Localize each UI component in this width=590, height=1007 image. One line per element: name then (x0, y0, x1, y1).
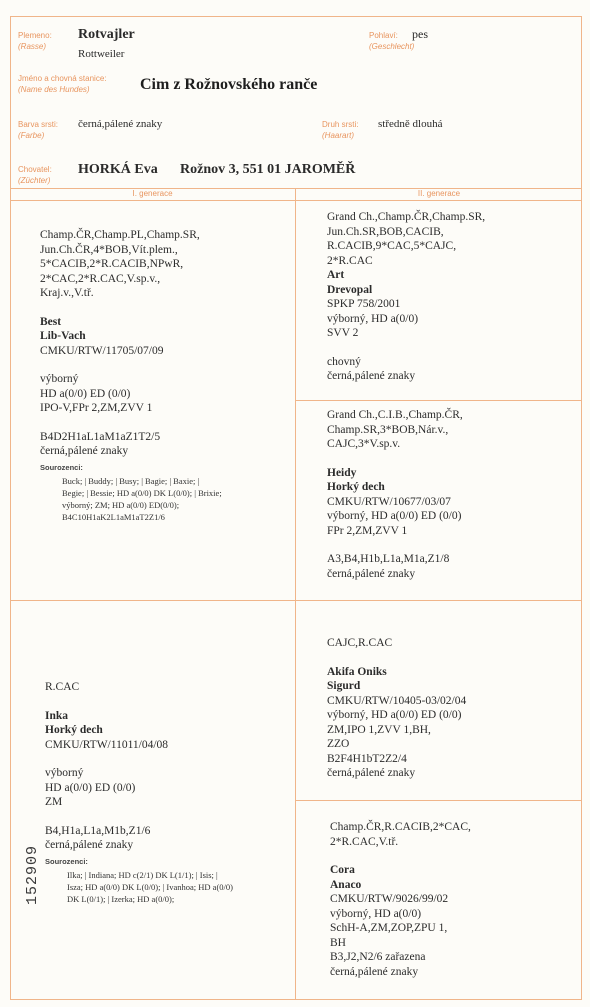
sire-sire-kennel: Drevopal (327, 283, 373, 296)
dam-name: Inka (45, 709, 69, 722)
dam-reg: CMKU/RTW/11011/04/08 (45, 738, 169, 751)
parents-divider (10, 600, 582, 601)
serial-number-stamp: 152909 (24, 844, 41, 905)
generation-2-header: II. generace (417, 189, 461, 198)
sire-name: Best (40, 315, 62, 328)
sire-health: HD a(0/0) ED (0/0) (40, 387, 131, 400)
sire-sire-name: Art (327, 269, 345, 281)
dam-cell (45, 680, 290, 905)
sire-sire-cell: Grand Ch.,Champ.ČR,Champ.SR, Jun.Ch.SR,BOB,CACIB, R.CACIB,9*CAC,5*CAJC, 2*R.CAC Art Drevopal SPKP 758/2001 výborný, HD a(0/0) SVV 2 chovný černá,pálené znaky (327, 210, 577, 384)
sire-dam-reg: CMKU/RTW/10677/03/07 (327, 495, 451, 508)
sire-sire-reg: SPKP 758/2001 (327, 298, 401, 310)
sire-titles: Champ.ČR,Champ.PL,Champ.SR, Jun.Ch.ČR,4*BOB,Vít.plem., 5*CACIB,2*R.CACIB,NPwR, 2*CAC,2*R.CAC,V.sp.v., Kraj.v.,V.tř. (40, 229, 200, 299)
column-divider (295, 188, 296, 1000)
sex-value: pes (412, 27, 428, 41)
sire-code: B4D2H1aL1aM1aZ1T2/5 (40, 430, 161, 443)
dog-name-label: Jméno a chovná stanice: (Name des Hundes) (18, 74, 107, 94)
dam-grandparents-divider (296, 800, 582, 801)
sire-exams: IPO-V,FPr 2,ZM,ZVV 1 (40, 402, 153, 414)
dam-dam-cell: Champ.ČR,R.CACIB,2*CAC, 2*R.CAC,V.tř. Cora Anaco CMKU/RTW/9026/99/02 výborný, HD a(0/0) SchH-A,ZM,ZOP,ZPU 1, BH B3,J2,N2/6 zařazena černá,pálené znaky (330, 820, 580, 979)
dam-sire-cell: CAJC,R.CAC Akifa Oniks Sigurd CMKU/RTW/10405-03/02/04 výborný, HD a(0/0) ED (0/0) ZM,IPO 1,ZVV 1,BH, ZZO B2F4H1bT2Z2/4 černá,pálené znaky (327, 636, 577, 781)
sire-dam-name: Heidy (327, 466, 357, 479)
sire-siblings: Buck; | Buddy; | Busy; | Bagie; | Baxie; | Begie; | Bessie; HD a(0/0) DK L(0/0); | Brixie; výborný; ZM; HD a(0/0) ED(0/0); B4C10H1aK2L1aM1aT2Z1/6 (62, 476, 222, 522)
dam-exams: ZM (45, 796, 63, 808)
dam-titles: R.CAC (45, 681, 80, 693)
dam-siblings-label: Sourozenci: (45, 856, 88, 866)
breed-value: Rotvajler (78, 27, 135, 42)
sire-cell (40, 228, 290, 523)
sire-kennel: Lib-Vach (40, 330, 86, 342)
sire-rating: výborný (40, 373, 79, 385)
dam-color: černá,pálené znaky (45, 839, 134, 851)
breeder-name: HORKÁ Eva (78, 162, 158, 177)
sire-reg: CMKU/RTW/11705/07/09 (40, 344, 164, 357)
sire-dam-kennel: Horký dech (327, 481, 385, 493)
coat-type-value: středně dlouhá (378, 118, 443, 130)
sire-grandparents-divider (296, 400, 582, 401)
breeder-address: Rožnov 3, 551 01 JAROMĚŘ (180, 162, 356, 177)
dam-sire-reg: CMKU/RTW/10405-03/02/04 (327, 694, 467, 707)
coat-color-value: černá,pálené znaky (78, 118, 163, 130)
breeder-label: Chovatel: (Züchter) (18, 165, 52, 185)
dam-dam-kennel: Anaco (330, 878, 362, 891)
generation-1-header: I. generace (132, 189, 173, 198)
sire-siblings-label: Sourozenci: (40, 462, 83, 472)
sire-dam-cell: Grand Ch.,C.I.B.,Champ.ČR, Champ.SR,3*BOB,Nár.v., CAJC,3*V.sp.v. Heidy Horký dech CMKU/RTW/10677/03/07 výborný, HD a(0/0) ED (0/0) FPr 2,ZM,ZVV 1 A3,B4,H1b,L1a,M1a,Z1/8 černá,pálené znaky (327, 408, 577, 581)
dog-name: Cim z Rožnovského ranče (140, 76, 318, 93)
coat-color-label: Barva srsti: (Farbe) (18, 120, 59, 140)
dam-rating: výborný (45, 767, 84, 779)
dam-code: B4,H1a,L1a,M1b,Z1/6 (45, 824, 151, 837)
breed-value-de: Rottweiler (78, 48, 125, 60)
breed-label: Plemeno: (Rasse) (18, 31, 52, 51)
dam-sire-name: Akifa Oniks (327, 665, 387, 678)
dam-health: HD a(0/0) ED (0/0) (45, 781, 136, 794)
dam-dam-reg: CMKU/RTW/9026/99/02 (330, 893, 449, 905)
coat-type-label: Druh srsti: (Haarart) (322, 120, 359, 140)
generation-bottom-line (10, 200, 582, 201)
dam-sire-kennel: Sigurd (327, 680, 361, 692)
dam-dam-name: Cora (330, 864, 355, 876)
dam-kennel: Horký dech (45, 724, 103, 736)
sire-color: černá,pálené znaky (40, 445, 129, 457)
dam-siblings: Ilka; | Indiana; HD c(2/1) DK L(1/1); | Isis; | Isza; HD a(0/0) DK L(0/0); | Ivanhoa; HD a(0/0) DK L(0/1); | Izerka; HD a(0/0); (67, 870, 233, 904)
sex-label: Pohlaví: (Geschlecht) (369, 31, 415, 51)
